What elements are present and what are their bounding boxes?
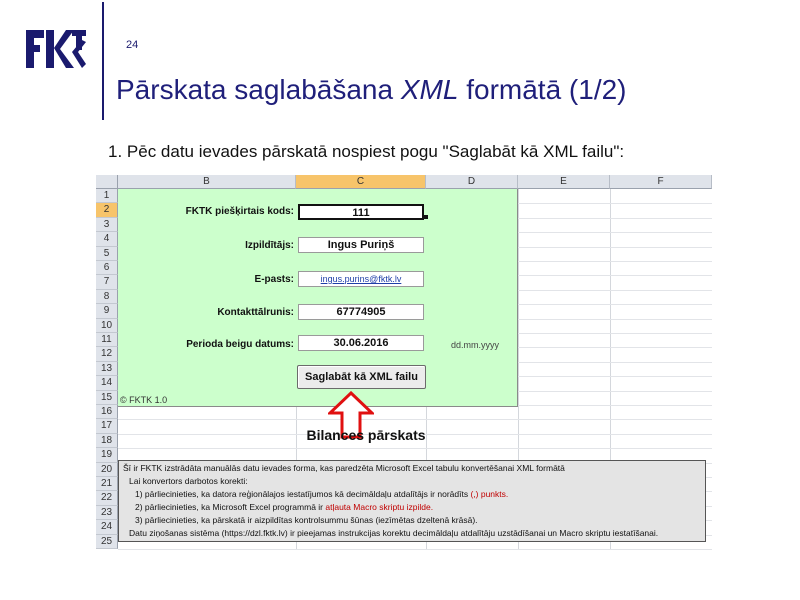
row-header[interactable]: 20	[96, 463, 118, 477]
row-header[interactable]: 25	[96, 535, 118, 549]
row-header[interactable]: 15	[96, 391, 118, 405]
version-label: © FKTK 1.0	[120, 395, 168, 405]
row-header[interactable]: 18	[96, 434, 118, 448]
row-header[interactable]: 24	[96, 520, 118, 534]
row-header[interactable]: 23	[96, 506, 118, 520]
column-header-e[interactable]: E	[518, 175, 610, 189]
grid-line	[118, 549, 712, 550]
info-line-3: 1) pārliecinieties, ka datora reģionālajos iestatījumos kā decimāldaļu atdalītājs ir norādīts (,) punkts.	[135, 489, 509, 499]
fill-handle[interactable]	[424, 215, 428, 219]
slide-title: Pārskata saglabāšana XML formātā (1/2)	[116, 74, 627, 105]
row-header[interactable]: 22	[96, 491, 118, 505]
row-header[interactable]: 12	[96, 347, 118, 361]
info-line-5: 3) pārliecinieties, ka pārskatā ir aizpildītas kontrolsummu šūnas (iezīmētas dzeltenā krāsā).	[135, 515, 478, 525]
row-header[interactable]: 1	[96, 189, 118, 203]
period-label: Perioda beigu datums:	[186, 339, 294, 350]
row-header[interactable]: 16	[96, 405, 118, 419]
row-header[interactable]: 10	[96, 319, 118, 333]
row-header[interactable]: 3	[96, 218, 118, 232]
phone-label: Kontakttālrunis:	[217, 307, 294, 318]
row-header[interactable]: 19	[96, 448, 118, 462]
code-field[interactable]: 111	[298, 204, 424, 220]
spreadsheet-screenshot	[96, 175, 712, 550]
section-title: Bilances pārskats	[306, 427, 426, 443]
row-header[interactable]: 9	[96, 304, 118, 318]
date-format-hint: dd.mm.yyyy	[451, 340, 500, 350]
email-label: E-pasts:	[254, 274, 294, 285]
row-header[interactable]: 7	[96, 275, 118, 289]
row-header[interactable]: 6	[96, 261, 118, 275]
grid-line	[118, 419, 712, 420]
save-as-xml-button[interactable]: Saglabāt kā XML failu	[297, 365, 426, 389]
code-label: FKTK piešķirtais kods:	[185, 206, 294, 217]
row-header[interactable]: 17	[96, 419, 118, 433]
grid-line	[118, 448, 712, 449]
row-header[interactable]: 5	[96, 247, 118, 261]
column-header-f[interactable]: F	[610, 175, 712, 189]
info-line-6: Datu ziņošanas sistēma (https://dzl.fktk.lv) ir pieejamas instrukcijas korektu decimāldaļu atdalītāju uzstādīšanai un Macro skriptu iestatīšanai.	[129, 528, 659, 538]
column-header-d[interactable]: D	[426, 175, 518, 189]
fktk-logo	[26, 30, 86, 68]
info-box	[118, 460, 706, 542]
column-header-c[interactable]: C	[296, 175, 426, 189]
row-header[interactable]: 11	[96, 333, 118, 347]
instruction-text: 1. Pēc datu ievades pārskatā nospiest pogu "Saglabāt kā XML failu":	[108, 142, 625, 161]
row-header[interactable]: 13	[96, 362, 118, 376]
select-all-corner[interactable]	[96, 175, 118, 189]
row-header[interactable]: 14	[96, 376, 118, 390]
executor-label: Izpildītājs:	[245, 240, 294, 251]
executor-field[interactable]: Ingus Puriņš	[298, 237, 424, 253]
period-field[interactable]: 30.06.2016	[298, 335, 424, 351]
info-line-4: 2) pārliecinieties, ka Microsoft Excel programmā ir atļauta Macro skriptu izpilde.	[135, 502, 434, 512]
row-header[interactable]: 21	[96, 477, 118, 491]
email-field[interactable]: ingus.purins@fktk.lv	[298, 271, 424, 287]
info-line-2: Lai konvertors darbotos korekti:	[129, 476, 248, 486]
row-header[interactable]: 2	[96, 203, 118, 217]
info-line-1: Šī ir FKTK izstrādāta manuālās datu ievades forma, kas paredzēta Microsoft Excel tabulu konvertēšanai XML formātā	[123, 463, 565, 473]
page-number: 24	[126, 39, 139, 51]
column-header-b[interactable]: B	[118, 175, 296, 189]
row-header[interactable]: 4	[96, 232, 118, 246]
row-header[interactable]: 8	[96, 290, 118, 304]
header-divider	[102, 2, 104, 120]
phone-field[interactable]: 67774905	[298, 304, 424, 320]
